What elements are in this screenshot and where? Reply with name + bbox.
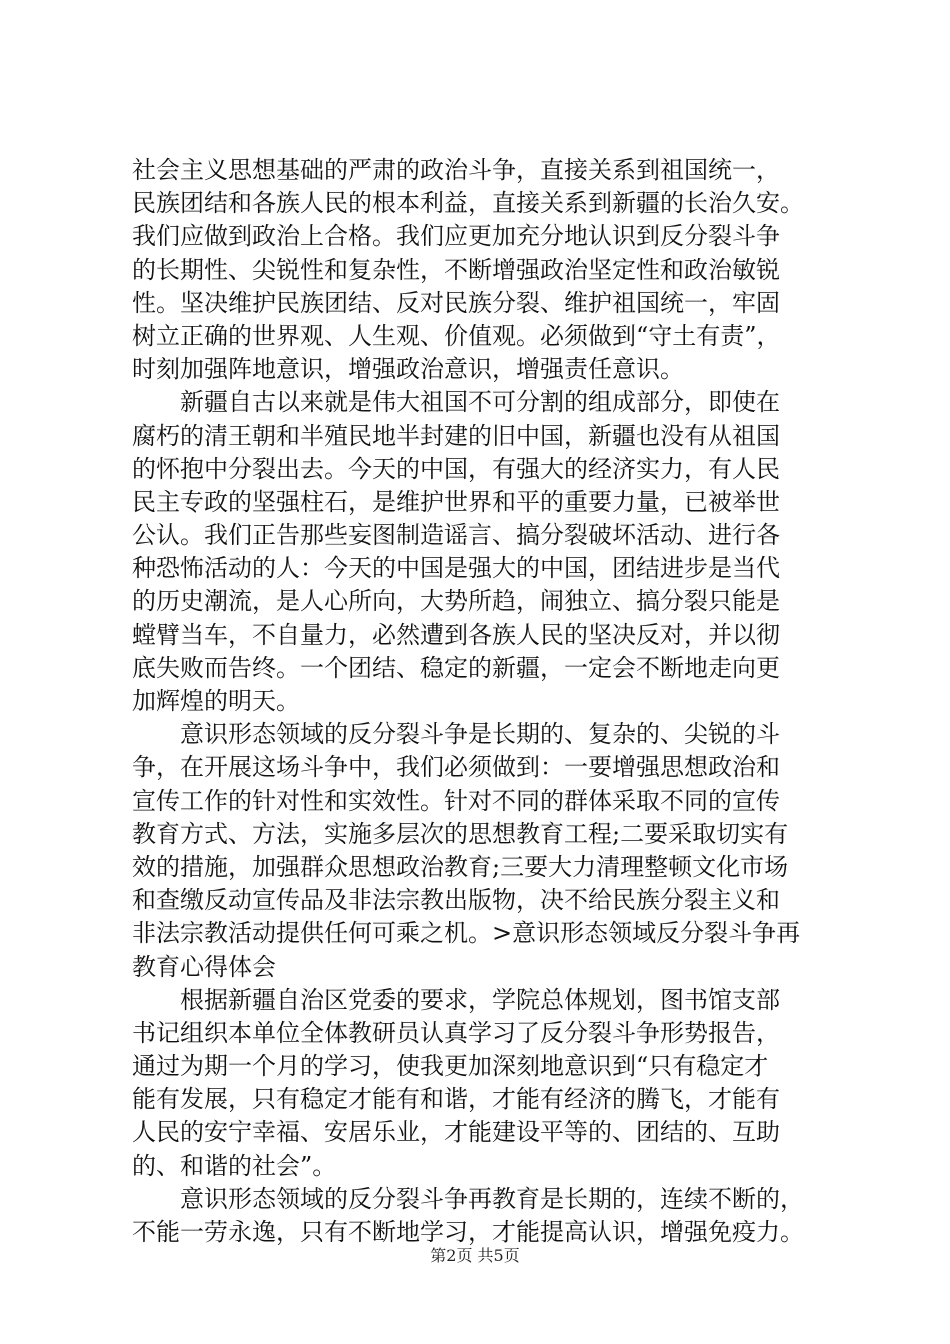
text-line: 我们应做到政治上合格。我们应更加充分地认识到反分裂斗争 — [132, 222, 780, 251]
text-line: 教育方式、方法，实施多层次的思想教育工程;二要采取切实有 — [132, 819, 789, 848]
text-line: 螳臂当车，不自量力，必然遭到各族人民的坚决反对，并以彻 — [132, 620, 780, 649]
text-line: 性。坚决维护民族团结、反对民族分裂、维护祖国统一，牢固 — [132, 288, 780, 317]
text-line: 书记组织本单位全体教研员认真学习了反分裂斗争形势报告， — [132, 1018, 780, 1047]
text-line: 的、和谐的社会”。 — [132, 1151, 337, 1180]
text-line: 的历史潮流，是人心所向，大势所趋，闹独立、搞分裂只能是 — [132, 587, 780, 616]
text-line: 和查缴反动宣传品及非法宗教出版物，决不给民族分裂主义和 — [132, 886, 780, 915]
text-line: 社会主义思想基础的严肃的政治斗争，直接关系到祖国统一， — [132, 156, 780, 184]
text-line: 不能一劳永逸，只有不断地学习，才能提高认识，增强免疫力。 — [132, 1218, 804, 1246]
paragraph-start-line: 意识形态领域的反分裂斗争是长期的、复杂的、尖锐的斗 — [180, 720, 780, 749]
text-line: 宣传工作的针对性和实效性。针对不同的群体采取不同的宣传 — [132, 786, 780, 815]
text-line: 人民的安宁幸福、安居乐业，才能建设平等的、团结的、互助 — [132, 1118, 780, 1147]
text-line: 能有发展，只有稳定才能有和谐，才能有经济的腾飞，才能有 — [132, 1085, 780, 1114]
document-body — [132, 154, 832, 1249]
text-line: 公认。我们正告那些妄图制造谣言、搞分裂破坏活动、进行各 — [132, 521, 780, 550]
text-line: 通过为期一个月的学习，使我更加深刻地意识到“只有稳定才 — [132, 1052, 769, 1081]
text-line: 腐朽的清王朝和半殖民地半封建的旧中国，新疆也没有从祖国 — [132, 421, 780, 450]
text-line: 民主专政的坚强柱石，是维护世界和平的重要力量，已被举世 — [132, 487, 780, 516]
text-line: 种恐怖活动的人：今天的中国是强大的中国，团结进步是当代 — [132, 554, 780, 583]
text-line: 效的措施，加强群众思想政治教育;三要大力清理整顿文化市场 — [132, 852, 789, 881]
text-line: 教育心得体会 — [132, 952, 276, 981]
text-line: 树立正确的世界观、人生观、价值观。必须做到“守土有责”， — [132, 321, 781, 350]
paragraph-start-line: 意识形态领域的反分裂斗争再教育是长期的，连续不断的， — [180, 1184, 804, 1213]
text-line: 争，在开展这场斗争中，我们必须做到：一要增强思想政治和 — [132, 753, 780, 782]
page-number-label: 第2页 共5页 — [430, 1246, 520, 1265]
text-line: 民族团结和各族人民的根本利益，直接关系到新疆的长治久安。 — [132, 189, 804, 218]
paragraph-start-line: 根据新疆自治区党委的要求，学院总体规划，图书馆支部 — [180, 985, 780, 1014]
text-line: 的长期性、尖锐性和复杂性，不断增强政治坚定性和政治敏锐 — [132, 255, 780, 284]
text-line: 的怀抱中分裂出去。今天的中国，有强大的经济实力，有人民 — [132, 454, 780, 483]
paragraph-start-line: 新疆自古以来就是伟大祖国不可分割的组成部分，即使在 — [180, 388, 780, 417]
text-line: 时刻加强阵地意识，增强政治意识，增强责任意识。 — [132, 355, 684, 384]
text-line: 非法宗教活动提供任何可乘之机。>意识形态领域反分裂斗争再 — [132, 919, 801, 948]
text-line: 底失败而告终。一个团结、稳定的新疆，一定会不断地走向更 — [132, 653, 780, 682]
page-footer — [0, 1243, 950, 1266]
text-line: 加辉煌的明天。 — [132, 687, 300, 715]
